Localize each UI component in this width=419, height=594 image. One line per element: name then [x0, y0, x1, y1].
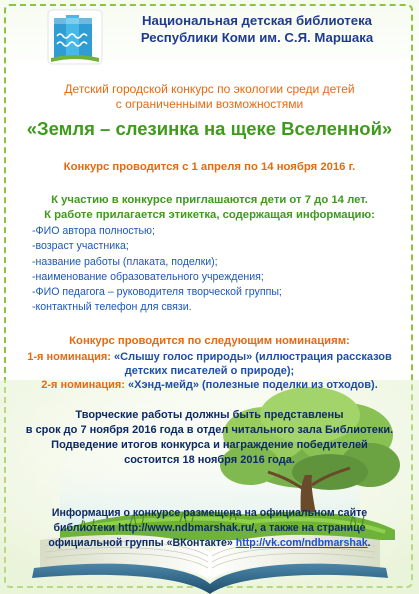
nomination-1-label: 1-я номинация:: [27, 351, 111, 363]
nominations-list: [8, 350, 411, 392]
nomination-2-label: 2-я номинация:: [41, 379, 125, 391]
list-item: -контактный телефон для связи.: [32, 301, 192, 314]
nomination-1-text: «Слышу голос природы» (иллюстрация рассказов: [110, 351, 392, 363]
list-item: -название работы (плаката, поделки);: [32, 255, 218, 268]
info-line3: [8, 536, 411, 551]
nomination-1: [8, 350, 411, 364]
deadline-info: [8, 408, 411, 468]
participation-info: [8, 193, 411, 223]
contest-title-line1: Детский городской конкурс по экологии среди детей: [64, 82, 355, 96]
contest-dates: Конкурс проводится с 1 апреля по 14 ноября 2016 г.: [63, 161, 356, 173]
deadline-line1: Творческие работы должны быть представлены: [75, 409, 344, 421]
list-item: -ФИО автора полностью;: [32, 225, 155, 237]
nomination-1-cont: детских писателей о природе);: [124, 365, 295, 377]
deadline-line4: состоится 18 ноября 2016 года.: [124, 454, 295, 466]
vk-group-link[interactable]: http://vk.com/ndbmarshak: [235, 537, 368, 549]
info-line2: библиотеки http://www.ndbmarshak.ru/, а также на странице: [53, 522, 366, 534]
website-info: [8, 506, 411, 551]
contest-title-line2: с ограниченными возможностями: [115, 97, 304, 111]
participation-line2: К работе прилагается этикетка, содержащая информацию:: [44, 209, 375, 221]
label-requirements-list: [32, 224, 392, 316]
nominations-heading: Конкурс проводится по следующим номинациям:: [69, 335, 350, 347]
contest-slogan: «Земля – слезинка на щеке Вселенной»: [26, 118, 393, 139]
library-name-line2: Республики Коми им. С.Я. Маршака: [140, 30, 374, 45]
nomination-2-text: «Хэнд-мейд» (полезные поделки из отходов).: [124, 379, 378, 391]
list-item: -возраст участника;: [32, 240, 129, 253]
library-logo-icon: [46, 8, 104, 66]
info-line1: Информация о конкурсе размещена на официальном сайте: [51, 507, 368, 519]
list-item: -наименование образовательного учреждения;: [32, 270, 264, 283]
library-name-line1: Национальная детская библиотека: [141, 13, 373, 28]
info-line3-prefix: официальной группы «ВКонтакте»: [48, 537, 236, 549]
contest-title: [8, 82, 411, 112]
nomination-2: [8, 378, 411, 392]
library-name: [112, 12, 402, 46]
deadline-line3: Подведение итогов конкурса и награждение победителей: [51, 439, 368, 451]
info-line3-suffix: .: [367, 537, 371, 549]
deadline-line2: в срок до 7 ноября 2016 года в отдел читального зала Библиотеки.: [25, 424, 394, 436]
participation-line1: К участию в конкурсе приглашаются дети от 7 до 14 лет.: [51, 194, 368, 206]
list-item: -ФИО педагога – руководителя творческой группы;: [32, 286, 282, 299]
